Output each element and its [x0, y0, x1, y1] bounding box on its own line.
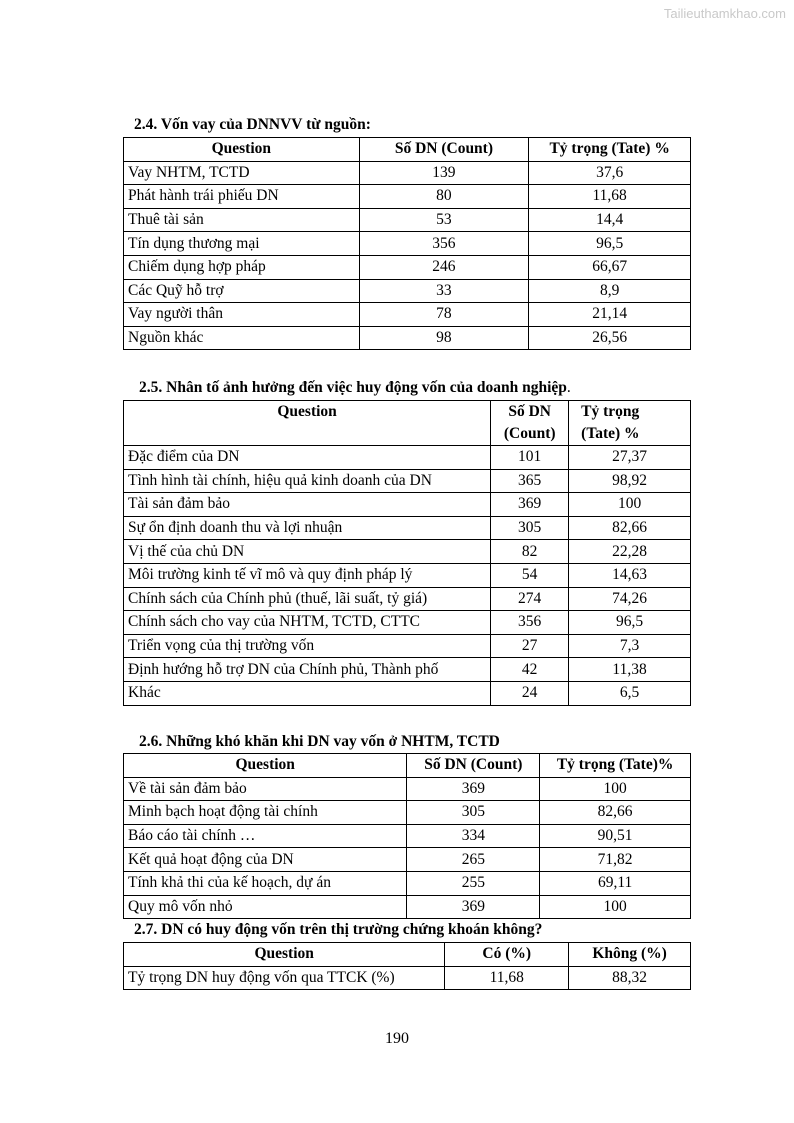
table-row — [124, 658, 691, 682]
row-count: 42 — [491, 658, 569, 682]
table-row — [124, 777, 691, 801]
row-rate: 90,51 — [540, 824, 691, 848]
table-row — [124, 208, 691, 232]
table-row — [124, 966, 691, 990]
row-count: 27 — [491, 634, 569, 658]
row-count: 246 — [359, 255, 529, 279]
table-row — [124, 185, 691, 209]
row-rate: 14,4 — [529, 208, 691, 232]
row-count: 54 — [491, 563, 569, 587]
row-count: 78 — [359, 303, 529, 327]
row-rate: 27,37 — [569, 446, 691, 470]
row-count: 365 — [491, 469, 569, 493]
row-count: 305 — [407, 801, 540, 825]
row-count: 24 — [491, 681, 569, 705]
header-count: Số DN (Count) — [407, 754, 540, 778]
row-rate: 96,5 — [529, 232, 691, 256]
row-label: Môi trường kinh tế vĩ mô và quy định pháp lý — [124, 563, 491, 587]
row-rate: 11,68 — [529, 185, 691, 209]
header-rate: Tỷ trọng (Tate) % — [529, 138, 691, 162]
row-label: Chiếm dụng hợp pháp — [124, 255, 360, 279]
header-no: Không (%) — [569, 943, 691, 967]
row-rate: 69,11 — [540, 871, 691, 895]
table-2-4 — [123, 137, 691, 350]
row-rate: 71,82 — [540, 848, 691, 872]
row-rate: 14,63 — [569, 563, 691, 587]
row-count: 98 — [359, 326, 529, 350]
row-rate: 26,56 — [529, 326, 691, 350]
table-row — [124, 587, 691, 611]
header-rate: Tỷ trọng — [569, 401, 691, 424]
header-count: Số DN — [491, 401, 569, 424]
table-row — [124, 871, 691, 895]
table-row — [124, 255, 691, 279]
row-count: 255 — [407, 871, 540, 895]
row-rate: 88,32 — [569, 966, 691, 990]
row-label: Các Quỹ hỗ trợ — [124, 279, 360, 303]
table-row — [124, 563, 691, 587]
row-label: Phát hành trái phiếu DN — [124, 185, 360, 209]
table-row — [124, 303, 691, 327]
row-rate: 100 — [569, 493, 691, 517]
header-question: Question — [124, 754, 407, 778]
table-row — [124, 681, 691, 705]
header-question: Question — [124, 943, 445, 967]
row-label: Báo cáo tài chính … — [124, 824, 407, 848]
row-count: 305 — [491, 516, 569, 540]
row-rate: 96,5 — [569, 611, 691, 635]
page-number: 190 — [385, 1030, 409, 1047]
row-count: 334 — [407, 824, 540, 848]
row-label: Tình hình tài chính, hiệu quả kinh doanh của DN — [124, 469, 491, 493]
row-label: Định hướng hỗ trợ DN của Chính phủ, Thành phố — [124, 658, 491, 682]
row-label: Đặc điểm của DN — [124, 446, 491, 470]
header-question: Question — [124, 401, 491, 446]
row-count: 369 — [407, 895, 540, 919]
table-row — [124, 516, 691, 540]
row-count: 356 — [359, 232, 529, 256]
row-label: Sự ổn định doanh thu và lợi nhuận — [124, 516, 491, 540]
row-count: 80 — [359, 185, 529, 209]
table-2-7 — [123, 942, 691, 990]
table-row — [124, 611, 691, 635]
table-row — [124, 801, 691, 825]
table-2-5 — [123, 400, 691, 706]
table-row — [124, 493, 691, 517]
header-rate-unit: (Tate) % — [569, 423, 691, 446]
row-count: 33 — [359, 279, 529, 303]
row-rate: 100 — [540, 777, 691, 801]
table-row — [124, 848, 691, 872]
row-label: Về tài sản đảm bảo — [124, 777, 407, 801]
row-label: Tài sản đảm bảo — [124, 493, 491, 517]
row-count: 356 — [491, 611, 569, 635]
row-rate: 7,3 — [569, 634, 691, 658]
row-label: Triển vọng của thị trường vốn — [124, 634, 491, 658]
row-rate: 98,92 — [569, 469, 691, 493]
row-count: 369 — [407, 777, 540, 801]
row-count: 101 — [491, 446, 569, 470]
table-row — [124, 279, 691, 303]
row-rate: 11,38 — [569, 658, 691, 682]
table-row — [124, 634, 691, 658]
row-count: 265 — [407, 848, 540, 872]
row-count: 82 — [491, 540, 569, 564]
row-rate: 100 — [540, 895, 691, 919]
table-row — [124, 540, 691, 564]
header-rate: Tỷ trọng (Tate)% — [540, 754, 691, 778]
row-rate: 82,66 — [540, 801, 691, 825]
row-label: Chính sách cho vay của NHTM, TCTD, CTTC — [124, 611, 491, 635]
row-count: 53 — [359, 208, 529, 232]
row-rate: 22,28 — [569, 540, 691, 564]
row-count: 139 — [359, 161, 529, 185]
section-2-5-title: 2.5. Nhân tố ảnh hưởng đến việc huy động vốn của doanh nghiệp. — [139, 379, 571, 396]
row-label: Vị thế của chủ DN — [124, 540, 491, 564]
header-count: Số DN (Count) — [359, 138, 529, 162]
header-question: Question — [124, 138, 360, 162]
row-rate: 82,66 — [569, 516, 691, 540]
section-2-7-title: 2.7. DN có huy động vốn trên thị trường chứng khoán không? — [134, 921, 543, 938]
row-count: 274 — [491, 587, 569, 611]
table-row — [124, 824, 691, 848]
row-label: Nguồn khác — [124, 326, 360, 350]
row-label: Khác — [124, 681, 491, 705]
row-label: Tỷ trọng DN huy động vốn qua TTCK (%) — [124, 966, 445, 990]
row-label: Vay NHTM, TCTD — [124, 161, 360, 185]
table-row — [124, 446, 691, 470]
row-label: Minh bạch hoạt động tài chính — [124, 801, 407, 825]
row-rate: 74,26 — [569, 587, 691, 611]
row-label: Tính khả thi của kế hoạch, dự án — [124, 871, 407, 895]
watermark: Tailieuthamkhao.com — [663, 6, 786, 21]
row-rate: 66,67 — [529, 255, 691, 279]
table-row — [124, 895, 691, 919]
row-rate: 8,9 — [529, 279, 691, 303]
row-rate: 6,5 — [569, 681, 691, 705]
row-rate: 21,14 — [529, 303, 691, 327]
header-yes: Có (%) — [445, 943, 569, 967]
row-label: Quy mô vốn nhỏ — [124, 895, 407, 919]
table-row — [124, 326, 691, 350]
table-2-6 — [123, 753, 691, 919]
row-count: 369 — [491, 493, 569, 517]
row-label: Thuê tài sản — [124, 208, 360, 232]
row-label: Chính sách của Chính phủ (thuế, lãi suất, tỷ giá) — [124, 587, 491, 611]
row-count: 11,68 — [445, 966, 569, 990]
row-label: Kết quả hoạt động của DN — [124, 848, 407, 872]
section-2-6-title: 2.6. Những khó khăn khi DN vay vốn ở NHTM, TCTD — [139, 733, 500, 750]
section-2-4-title: 2.4. Vốn vay của DNNVV từ nguồn: — [134, 116, 371, 133]
table-row — [124, 232, 691, 256]
row-label: Tín dụng thương mại — [124, 232, 360, 256]
table-row — [124, 161, 691, 185]
row-label: Vay người thân — [124, 303, 360, 327]
table-row — [124, 469, 691, 493]
header-count-unit: (Count) — [491, 423, 569, 446]
row-rate: 37,6 — [529, 161, 691, 185]
